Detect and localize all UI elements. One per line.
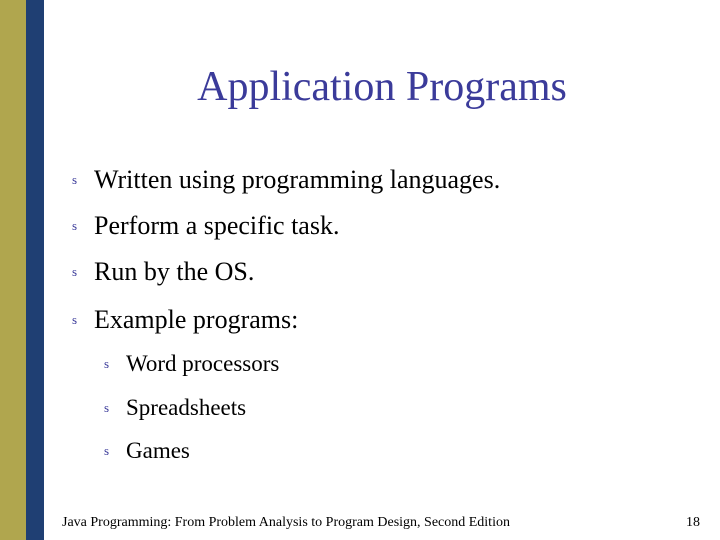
sub-bullet-item	[104, 436, 190, 466]
sub-bullet-text: Games	[126, 438, 190, 463]
bullet-text: Written using programming languages.	[94, 165, 501, 194]
sub-bullet-text: Spreadsheets	[126, 395, 247, 420]
bullet-item	[72, 163, 500, 197]
bullet-text: Example programs:	[94, 305, 299, 334]
bullet-marker-icon: s	[72, 218, 78, 233]
sub-bullet-marker-icon: s	[104, 400, 110, 415]
bullet-item	[72, 303, 298, 337]
slide-number: 18	[686, 515, 700, 530]
sub-bullet-text: Word processors	[126, 351, 280, 376]
bullet-text: Perform a specific task.	[94, 211, 340, 240]
sub-bullet-item	[104, 349, 279, 379]
bullet-marker-icon: s	[72, 312, 78, 327]
bullet-marker-icon: s	[72, 172, 78, 187]
footer-text: Java Programming: From Problem Analysis to Program Design, Second Edition	[62, 515, 510, 530]
bullet-text: Run by the OS.	[94, 257, 255, 286]
bullet-item	[72, 255, 254, 289]
slide-title: Application Programs	[197, 64, 567, 110]
sub-bullet-marker-icon: s	[104, 356, 110, 371]
bullet-item	[72, 209, 339, 243]
sub-bullet-item	[104, 393, 246, 423]
bullet-marker-icon: s	[72, 264, 78, 279]
sub-bullet-marker-icon: s	[104, 443, 110, 458]
